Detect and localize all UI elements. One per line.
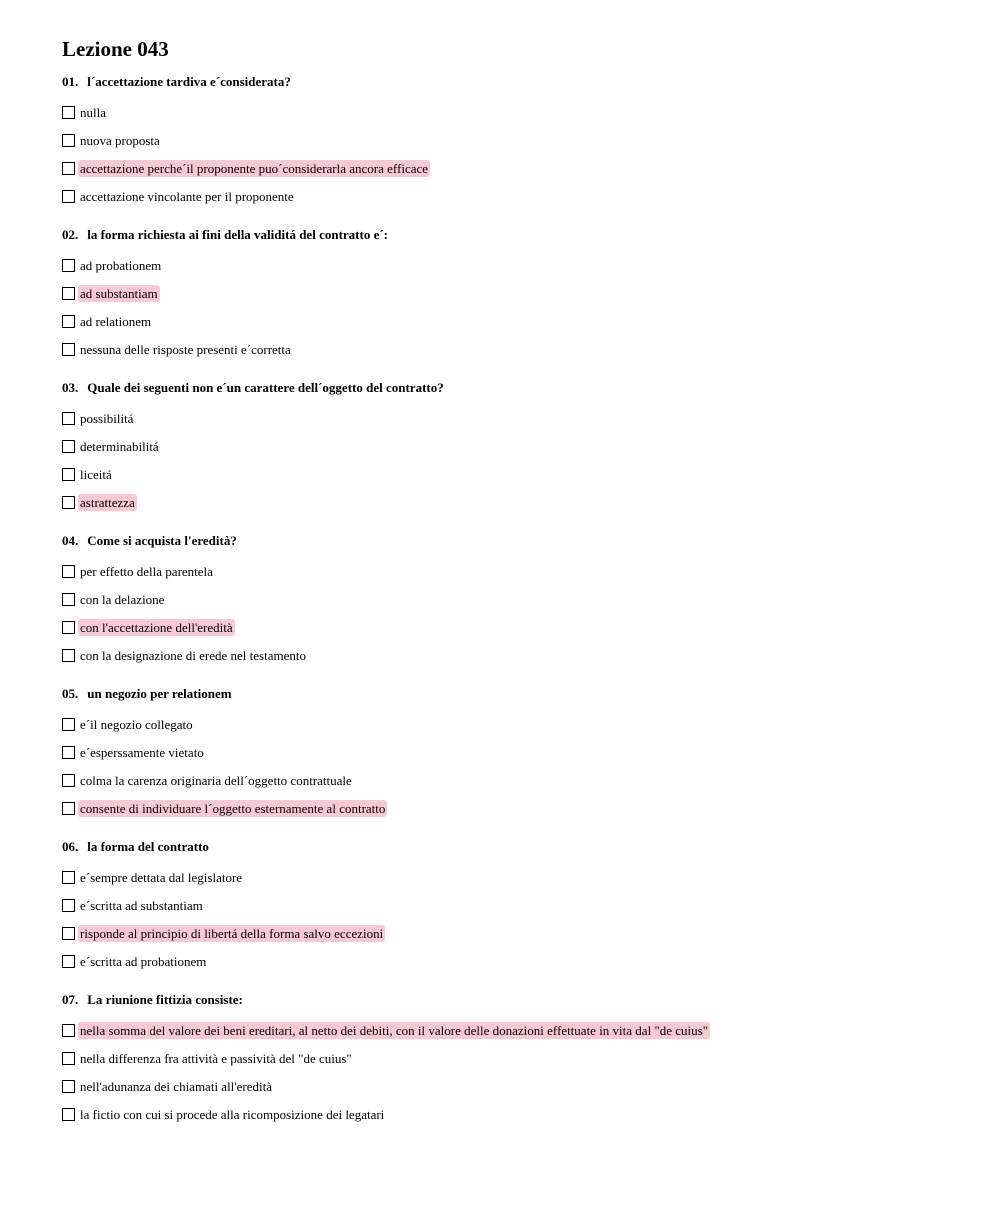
answer-option[interactable]: [62, 1072, 962, 1100]
answer-checkbox[interactable]: [62, 746, 75, 759]
answer-checkbox[interactable]: [62, 899, 75, 912]
answer-label: con la designazione di erede nel testamento: [80, 647, 306, 663]
question-list: [62, 72, 962, 1128]
answer-checkbox[interactable]: [62, 1052, 75, 1065]
answer-option[interactable]: [62, 766, 962, 794]
answer-label: e´esperssamente vietato: [80, 744, 204, 760]
answer-checkbox[interactable]: [62, 565, 75, 578]
answer-checkbox[interactable]: [62, 774, 75, 787]
answer-label: per effetto della parentela: [80, 563, 213, 579]
question-heading: [62, 531, 962, 551]
quiz-page: [62, 34, 962, 1128]
question-heading: [62, 225, 962, 245]
answer-label: accettazione vincolante per il proponente: [80, 188, 294, 204]
question-heading: [62, 837, 962, 857]
answer-label: ad probationem: [80, 257, 162, 273]
question-block: [62, 990, 962, 1128]
answer-checkbox[interactable]: [62, 343, 75, 356]
answer-label-highlighted: consente di individuare l´oggetto esternamente al contratto: [80, 800, 386, 816]
answer-option[interactable]: [62, 307, 962, 335]
question-block: [62, 72, 962, 210]
answer-label: determinabilitá: [80, 438, 159, 454]
answer-checkbox[interactable]: [62, 496, 75, 509]
question-number: 05.: [62, 686, 79, 701]
question-number: 03.: [62, 380, 79, 395]
answer-option[interactable]: [62, 557, 962, 585]
answer-option[interactable]: [62, 126, 962, 154]
answer-label: ad relationem: [80, 313, 152, 329]
answer-label: nella differenza fra attività e passività del "de cuius": [80, 1050, 352, 1066]
question-text: la forma del contratto: [87, 839, 209, 854]
question-text: Quale dei seguenti non e´un carattere dell´oggetto del contratto?: [87, 380, 444, 395]
answer-option[interactable]: [62, 404, 962, 432]
answer-checkbox[interactable]: [62, 134, 75, 147]
answer-option[interactable]: [62, 641, 962, 669]
answer-label-highlighted: ad substantiam: [80, 285, 158, 301]
answer-option[interactable]: [62, 1100, 962, 1128]
answer-checkbox[interactable]: [62, 802, 75, 815]
answer-label: con la delazione: [80, 591, 165, 607]
answer-label: nuova proposta: [80, 132, 160, 148]
answer-label: nell'adunanza dei chiamati all'eredità: [80, 1078, 273, 1094]
page-title: Lezione 043: [62, 37, 169, 61]
answer-option[interactable]: [62, 1016, 962, 1044]
question-text: la forma richiesta ai fini della validitá del contratto e´:: [87, 227, 389, 242]
question-number: 07.: [62, 992, 79, 1007]
question-text: La riunione fittizia consiste:: [87, 992, 243, 1007]
answer-option[interactable]: [62, 585, 962, 613]
answer-option[interactable]: [62, 182, 962, 210]
question-heading: [62, 990, 962, 1010]
answer-option[interactable]: [62, 710, 962, 738]
answer-option[interactable]: [62, 919, 962, 947]
question-text: l´accettazione tardiva e´considerata?: [87, 74, 291, 89]
question-text: Come si acquista l'eredità?: [87, 533, 237, 548]
answer-checkbox[interactable]: [62, 1080, 75, 1093]
answer-checkbox[interactable]: [62, 621, 75, 634]
answer-checkbox[interactable]: [62, 871, 75, 884]
answer-option[interactable]: [62, 613, 962, 641]
question-block: [62, 837, 962, 975]
answer-checkbox[interactable]: [62, 468, 75, 481]
answer-option[interactable]: [62, 460, 962, 488]
answer-checkbox[interactable]: [62, 1108, 75, 1121]
question-heading: [62, 378, 962, 398]
question-number: 01.: [62, 74, 79, 89]
answer-option[interactable]: [62, 891, 962, 919]
question-block: [62, 684, 962, 822]
answer-label: nulla: [80, 104, 106, 120]
answer-label: e´scritta ad probationem: [80, 953, 207, 969]
question-block: [62, 531, 962, 669]
answer-label: e´scritta ad substantiam: [80, 897, 203, 913]
answer-label-highlighted: accettazione perche´il proponente puo´considerarla ancora efficace: [80, 160, 429, 176]
answer-checkbox[interactable]: [62, 315, 75, 328]
question-number: 06.: [62, 839, 79, 854]
question-text: un negozio per relationem: [87, 686, 232, 701]
answer-option[interactable]: [62, 432, 962, 460]
answer-label: colma la carenza originaria dell´oggetto contrattuale: [80, 772, 352, 788]
answer-label: nessuna delle risposte presenti e´corretta: [80, 341, 291, 357]
question-heading: [62, 684, 962, 704]
answer-label-highlighted: con l'accettazione dell'eredità: [80, 619, 233, 635]
answer-label: liceitá: [80, 466, 112, 482]
question-number: 04.: [62, 533, 79, 548]
question-block: [62, 378, 962, 516]
answer-label: e´il negozio collegato: [80, 716, 193, 732]
answer-checkbox[interactable]: [62, 649, 75, 662]
answer-option[interactable]: [62, 863, 962, 891]
answer-option[interactable]: [62, 488, 962, 516]
answer-checkbox[interactable]: [62, 190, 75, 203]
answer-label-highlighted: risponde al principio di libertá della forma salvo eccezioni: [80, 925, 384, 941]
answer-option[interactable]: [62, 98, 962, 126]
answer-checkbox[interactable]: [62, 259, 75, 272]
answer-option[interactable]: [62, 738, 962, 766]
answer-checkbox[interactable]: [62, 927, 75, 940]
answer-option[interactable]: [62, 154, 962, 182]
answer-option[interactable]: [62, 794, 962, 822]
question-block: [62, 225, 962, 363]
answer-checkbox[interactable]: [62, 162, 75, 175]
answer-checkbox[interactable]: [62, 718, 75, 731]
answer-label-highlighted: astrattezza: [80, 494, 135, 510]
answer-checkbox[interactable]: [62, 1024, 75, 1037]
answer-option[interactable]: [62, 1044, 962, 1072]
answer-checkbox[interactable]: [62, 287, 75, 300]
answer-label: e´sempre dettata dal legislatore: [80, 869, 243, 885]
answer-option[interactable]: [62, 335, 962, 363]
answer-checkbox[interactable]: [62, 955, 75, 968]
answer-checkbox[interactable]: [62, 106, 75, 119]
answer-label: possibilitá: [80, 410, 134, 426]
answer-option[interactable]: [62, 279, 962, 307]
answer-label: la fictio con cui si procede alla ricomposizione dei legatari: [80, 1106, 385, 1122]
answer-checkbox[interactable]: [62, 593, 75, 606]
answer-checkbox[interactable]: [62, 412, 75, 425]
answer-option[interactable]: [62, 947, 962, 975]
answer-option[interactable]: [62, 251, 962, 279]
question-number: 02.: [62, 227, 79, 242]
answer-label-highlighted: nella somma del valore dei beni ereditari, al netto dei debiti, con il valore delle donazioni effettuate in vita dal "de cuius": [80, 1022, 709, 1038]
question-heading: [62, 72, 962, 92]
answer-checkbox[interactable]: [62, 440, 75, 453]
